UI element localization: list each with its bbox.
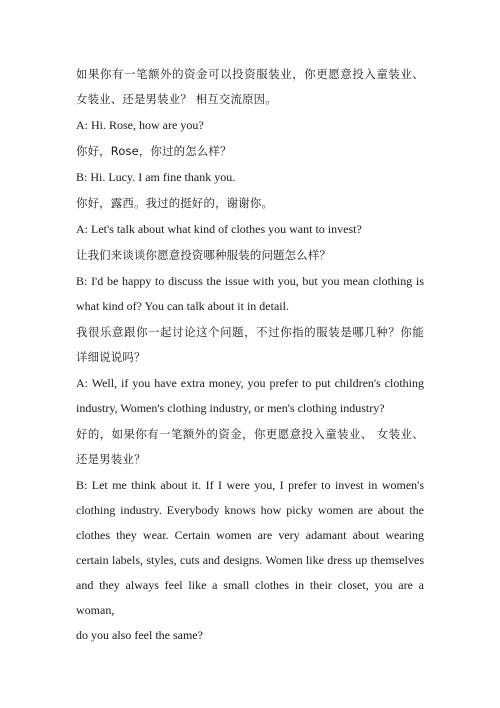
- text-line: 让我们来谈谈你愿意投资哪种服装的问题怎么样？: [76, 248, 331, 262]
- chinese-paragraph: [76, 243, 424, 268]
- text-line: and they always feel like a small clothes in their closet, you are a woman,: [76, 578, 424, 617]
- text-line: 女装业、还是男装业？ 相互交流原因。: [76, 92, 277, 106]
- text-line: A: Well, if you have extra money, you prefer to put children's clothing: [76, 376, 424, 390]
- chinese-paragraph: [76, 191, 424, 216]
- text-line: A: Hi. Rose, how are you?: [76, 118, 204, 132]
- english-paragraph: [76, 473, 424, 648]
- english-paragraph: [76, 217, 424, 242]
- text-line: B: I'd be happy to discuss the issue with you, but you mean clothing is: [76, 274, 424, 288]
- text-line: 你好，Rose，你过的怎么样？: [76, 144, 232, 158]
- chinese-paragraph: [76, 422, 424, 472]
- chinese-paragraph: [76, 320, 424, 370]
- text-line: A: Let's talk about what kind of clothes you want to invest?: [76, 222, 362, 236]
- text-line: B: Hi. Lucy. I am fine thank you.: [76, 170, 236, 184]
- text-line: certain labels, styles, cuts and designs. Women like dress up themselves: [76, 553, 424, 567]
- text-line: what kind of? You can talk about it in detail.: [76, 299, 289, 313]
- text-line: 详细说说吗？: [76, 350, 146, 364]
- text-line: 如果你有一笔额外的资金可以投资服装业，你更愿意投入童装业、: [76, 67, 424, 81]
- text-line: 我很乐意跟你一起讨论这个问题，不过你指的服装是哪几种？你能: [76, 325, 424, 339]
- text-line: do you also feel the same?: [76, 628, 203, 642]
- text-line: 还是男装业？: [76, 452, 146, 466]
- text-line: clothing industry. Everybody knows how picky women are about the: [76, 503, 424, 517]
- english-paragraph: [76, 269, 424, 319]
- chinese-paragraph: [76, 62, 424, 112]
- text-line: clothes they wear. Certain women are very adamant about wearing: [76, 528, 424, 542]
- english-paragraph: [76, 165, 424, 190]
- chinese-paragraph: [76, 139, 424, 164]
- text-line: 好的，如果你有一笔额外的资金，你更愿意投入童装业、 女装业、: [76, 427, 424, 441]
- document-body: [76, 62, 424, 648]
- text-line: industry, Women's clothing industry, or men's clothing industry?: [76, 401, 385, 415]
- english-paragraph: [76, 371, 424, 421]
- english-paragraph: [76, 113, 424, 138]
- text-line: 你好，露西。我过的挺好的，谢谢你。: [76, 196, 274, 210]
- text-line: B: Let me think about it. If I were you, I prefer to invest in women's: [76, 478, 424, 492]
